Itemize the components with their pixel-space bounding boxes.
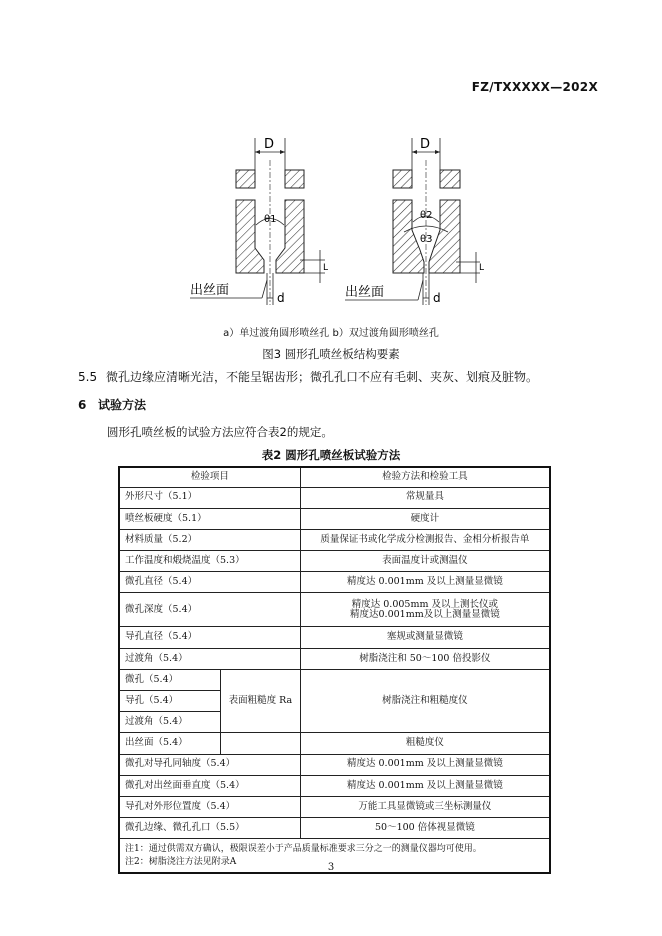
table-row <box>119 669 550 690</box>
clause-number: 5.5 <box>78 370 98 384</box>
table-row <box>119 508 550 529</box>
row-item: 导孔（5.4） <box>119 691 221 712</box>
dim-D-label-b: D <box>420 137 431 152</box>
row-method <box>300 593 550 627</box>
test-methods-table <box>118 466 551 874</box>
note-2: 注2：树脂浇注方法见附录A <box>125 856 237 867</box>
figure-subcaption: a）单过渡角圆形喷丝孔 b）双过渡角圆形喷丝孔 <box>223 328 439 339</box>
row-item: 微孔直径（5.4） <box>119 572 300 593</box>
row-method: 常规量具 <box>300 487 550 508</box>
row-method: 表面温度计或测温仪 <box>300 551 550 572</box>
row-item: 材料质量（5.2） <box>119 529 300 550</box>
standard-code: FZ/TXXXXX—202X <box>471 80 598 94</box>
table-row <box>119 733 550 754</box>
dim-d-label-a: d <box>277 291 285 305</box>
row-method: 树脂浇注和 50～100 倍投影仪 <box>300 648 550 669</box>
row-method: 粗糙度仪 <box>300 733 550 754</box>
dim-L-label-a: L <box>323 263 329 273</box>
clause-5-5 <box>78 368 538 385</box>
row-item: 微孔深度（5.4） <box>119 593 300 627</box>
row-method-line1: 精度达 0.005mm 及以上测长仪或 <box>351 598 498 610</box>
table-row <box>119 529 550 550</box>
row-item: 导孔对外形位置度（5.4） <box>119 796 300 817</box>
section-number: 6 <box>78 398 87 412</box>
outlet-label-a: 出丝面 <box>190 283 230 298</box>
dim-d-label-b: d <box>433 291 441 305</box>
table-row <box>119 627 550 648</box>
row-method: 精度达 0.001mm 及以上测量显微镜 <box>300 775 550 796</box>
theta2-label: θ2 <box>420 210 433 221</box>
outlet-label-b: 出丝面 <box>345 285 385 300</box>
row-item: 过渡角（5.4） <box>119 648 300 669</box>
clause-text: 微孔边缘应清晰光洁，不能呈锯齿形；微孔孔口不应有毛刺、夹灰、划痕及脏物。 <box>106 370 539 384</box>
row-method-line2: 精度达0.001mm及以上测量显微镜 <box>350 608 500 620</box>
table-row <box>119 487 550 508</box>
row-item: 微孔（5.4） <box>119 669 221 690</box>
row-method: 精度达 0.001mm 及以上测量显微镜 <box>300 572 550 593</box>
row-item: 外形尺寸（5.1） <box>119 487 300 508</box>
table-row <box>119 551 550 572</box>
row-item: 微孔边缘、微孔孔口（5.5） <box>119 818 300 839</box>
table-title: 表2 圆形孔喷丝板试验方法 <box>261 448 401 462</box>
row-item: 过渡角（5.4） <box>119 712 221 733</box>
table-row <box>119 593 550 627</box>
section-title: 试验方法 <box>98 398 147 412</box>
spinneret-figure <box>0 130 662 330</box>
row-item: 喷丝板硬度（5.1） <box>119 508 300 529</box>
table-row <box>119 572 550 593</box>
figure-a-single-transition <box>190 137 328 305</box>
row-method: 50～100 倍体视显微镜 <box>300 818 550 839</box>
header-item: 检验项目 <box>119 467 300 487</box>
empty-cell <box>221 733 301 754</box>
table-row <box>119 775 550 796</box>
figure-caption: 图3 圆形孔喷丝板结构要素 <box>262 347 400 361</box>
theta1-label: θ1 <box>264 214 277 225</box>
table-row <box>119 796 550 817</box>
figure-b-double-transition <box>345 137 484 305</box>
table-header-row <box>119 467 550 487</box>
roughness-label: 表面粗糙度 Ra <box>221 669 301 733</box>
dim-D-label-a: D <box>264 137 275 152</box>
row-item: 工作温度和煅烧温度（5.3） <box>119 551 300 572</box>
row-item: 微孔对出丝面垂直度（5.4） <box>119 775 300 796</box>
theta3-label: θ3 <box>420 234 433 245</box>
intro-paragraph: 圆形孔喷丝板的试验方法应符合表2的规定。 <box>107 425 333 439</box>
row-method: 精度达 0.001mm 及以上测量显微镜 <box>300 754 550 775</box>
table-row <box>119 818 550 839</box>
row-method: 塞规或测量显微镜 <box>300 627 550 648</box>
page-number: 3 <box>327 862 335 873</box>
row-method: 质量保证书或化学成分检测报告、金相分析报告单 <box>300 529 550 550</box>
roughness-method: 树脂浇注和粗糙度仪 <box>300 669 550 733</box>
section-6-heading <box>78 396 146 413</box>
table-row <box>119 648 550 669</box>
table-row <box>119 754 550 775</box>
note-1: 注1：通过供需双方确认，极限误差小于产品质量标准要求三分之一的测量仪器均可使用。 <box>125 844 482 855</box>
row-method: 万能工具显微镜或三坐标测量仪 <box>300 796 550 817</box>
row-item: 出丝面（5.4） <box>119 733 221 754</box>
row-method: 硬度计 <box>300 508 550 529</box>
header-method: 检验方法和检验工具 <box>300 467 550 487</box>
dim-L-label-b: L <box>479 263 485 273</box>
row-item: 导孔直径（5.4） <box>119 627 300 648</box>
row-item: 微孔对导孔同轴度（5.4） <box>119 754 300 775</box>
